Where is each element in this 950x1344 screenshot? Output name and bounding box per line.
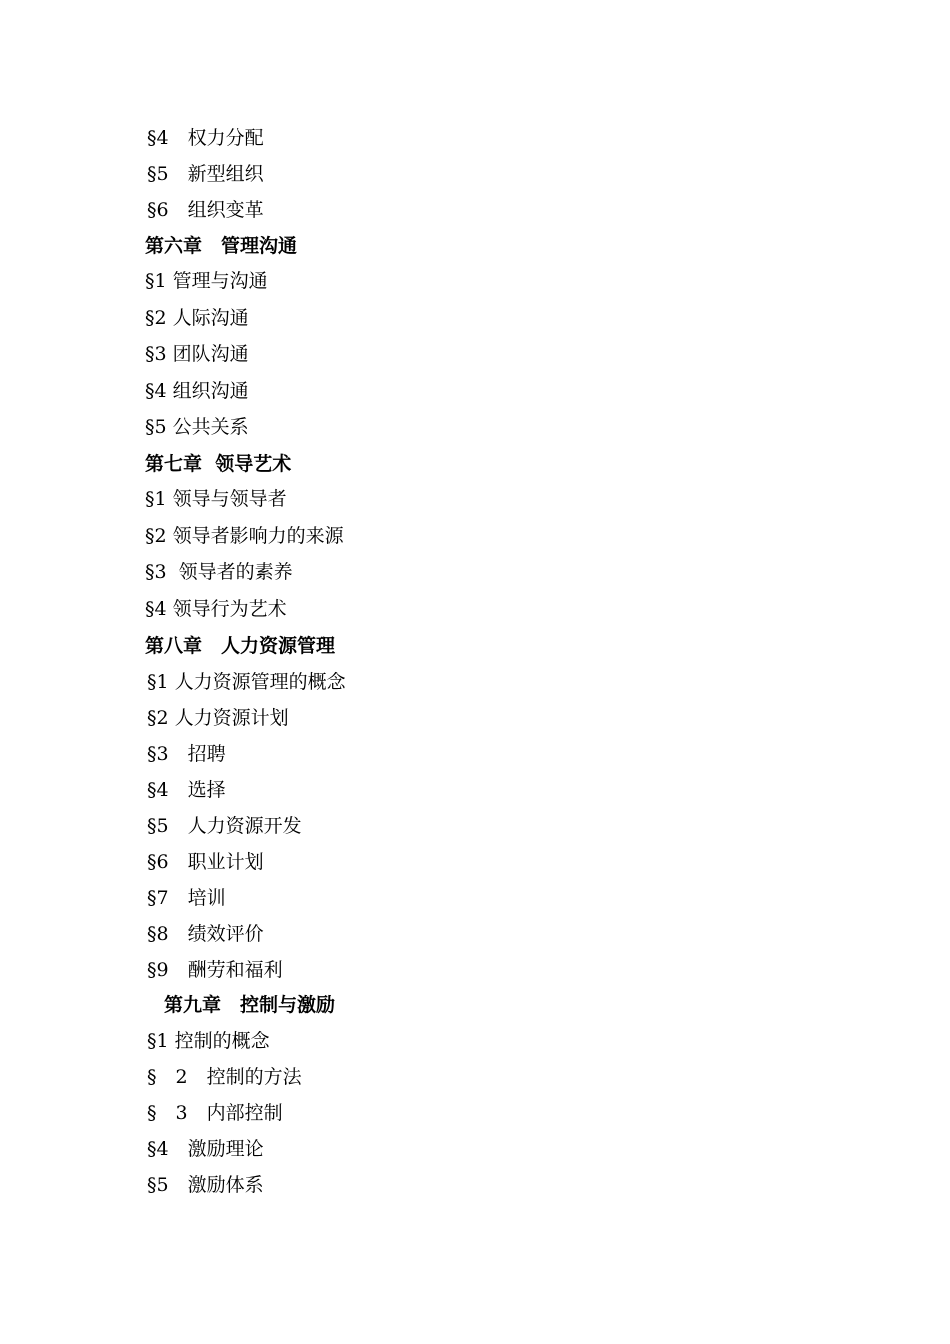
toc-section-line: §1 控制的概念: [147, 1030, 270, 1052]
toc-section-line: § 3 内部控制: [147, 1102, 283, 1124]
toc-chapter-heading: 第七章 领导艺术: [145, 453, 292, 475]
toc-section-line: §4 组织沟通: [145, 380, 249, 402]
toc-section-line: §3 领导者的素养: [145, 561, 293, 583]
toc-section-line: §6 职业计划: [147, 851, 264, 873]
toc-section-line: §5 新型组织: [147, 163, 264, 185]
toc-section-line: §2 人际沟通: [145, 307, 249, 329]
toc-section-line: §3 团队沟通: [145, 343, 249, 365]
toc-section-line: §4 权力分配: [147, 127, 264, 149]
toc-section-line: §4 选择: [147, 779, 226, 801]
toc-section-line: §1 领导与领导者: [145, 488, 287, 510]
toc-section-line: §6 组织变革: [147, 199, 264, 221]
toc-section-line: §1 管理与沟通: [145, 270, 268, 292]
toc-section-line: §2 人力资源计划: [147, 707, 289, 729]
toc-section-line: §9 酬劳和福利: [147, 959, 283, 981]
toc-chapter-heading: 第九章 控制与激励: [164, 994, 336, 1016]
toc-section-line: §5 公共关系: [145, 416, 249, 438]
toc-section-line: §1 人力资源管理的概念: [147, 671, 346, 693]
toc-section-line: §2 领导者影响力的来源: [145, 525, 344, 547]
toc-chapter-heading: 第八章 人力资源管理: [145, 635, 336, 657]
toc-section-line: §5 人力资源开发: [147, 815, 302, 837]
toc-section-line: §4 领导行为艺术: [145, 598, 287, 620]
toc-section-line: §4 激励理论: [147, 1138, 264, 1160]
toc-section-line: §5 激励体系: [147, 1174, 264, 1196]
toc-section-line: §8 绩效评价: [147, 923, 264, 945]
toc-section-line: §3 招聘: [147, 743, 226, 765]
toc-section-line: §7 培训: [147, 887, 226, 909]
toc-section-line: § 2 控制的方法: [147, 1066, 302, 1088]
toc-chapter-heading: 第六章 管理沟通: [145, 235, 298, 257]
